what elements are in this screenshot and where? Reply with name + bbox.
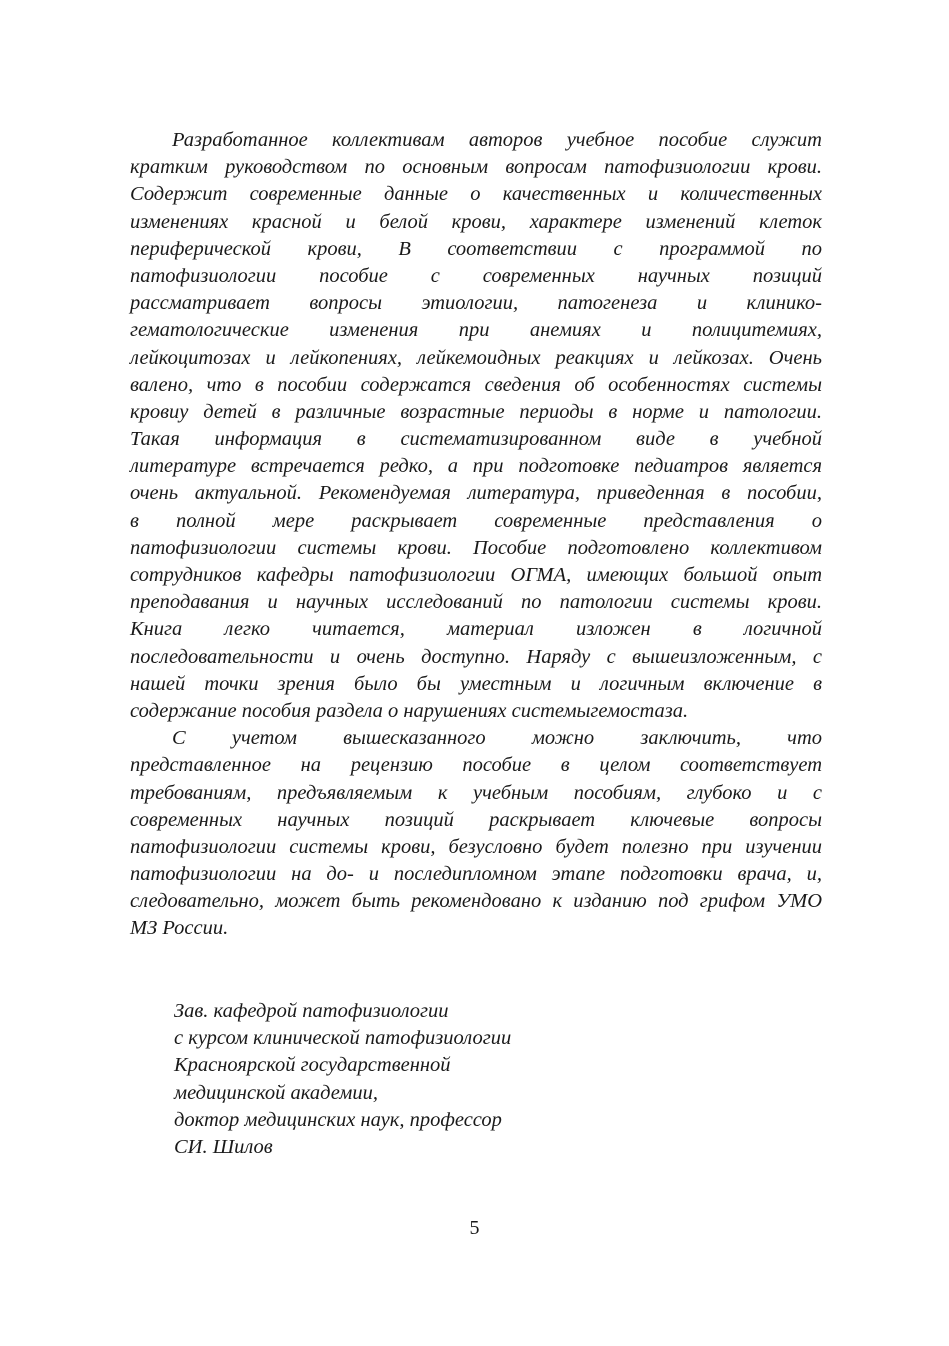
text-line: последовательности и очень доступно. Наряду с вышеизложенным, с bbox=[130, 645, 822, 668]
signature-name: СИ. Шилов bbox=[174, 1136, 273, 1159]
text-line: очень актуальной. Рекомендуемая литература, приведенная в пособии, bbox=[130, 482, 822, 505]
text-line: требованиям, предъявляемым к учебным пособиям, глубоко и с bbox=[130, 781, 822, 804]
text-line: Разработанное коллективам авторов учебное пособие служит bbox=[172, 129, 822, 151]
text-line: современных научных позиций раскрывает ключевые вопросы bbox=[130, 808, 822, 831]
text-line: периферической крови, В соответствии с программой по bbox=[130, 237, 822, 260]
signature-line: с курсом клинической патофизиологии bbox=[174, 1027, 512, 1050]
text-line: кровиу детей в различные возрастные периоды в норме и патологии. bbox=[130, 400, 822, 423]
text-line: кратким руководством по основным вопросам патофизиологии крови. bbox=[130, 156, 822, 179]
review-body bbox=[130, 127, 822, 943]
text-line: литературе встречается редко, а при подготовке педиатров является bbox=[130, 455, 822, 478]
text-line: валено, что в пособии содержатся сведения об особенностях системы bbox=[130, 373, 822, 396]
text-line: содержание пособия раздела о нарушениях системыгемостаза. bbox=[130, 699, 689, 722]
text-line: патофизиологии пособие с современных научных позиций bbox=[130, 264, 822, 287]
text-line: МЗ России. bbox=[130, 917, 229, 940]
text-line: рассматривает вопросы этиологии, патогенеза и клинико- bbox=[130, 292, 822, 315]
text-line: изменениях красной и белой крови, характере изменений клеток bbox=[130, 210, 822, 233]
signature-line: Зав. кафедрой патофизиологии bbox=[174, 1000, 449, 1022]
text-line: преподавания и научных исследований по патологии системы крови. bbox=[130, 591, 822, 614]
text-line: в полной мере раскрывает современные представления о bbox=[130, 509, 822, 532]
text-line: патофизиологии системы крови, безусловно будет полезно при изучении bbox=[130, 835, 822, 858]
text-line: сотрудников кафедры патофизиологии ОГМА, имеющих большой опыт bbox=[130, 564, 822, 586]
text-line: нашей точки зрения было бы уместным и логичным включение в bbox=[130, 672, 822, 695]
page-number: 5 bbox=[469, 1217, 480, 1239]
text-line: патофизиологии системы крови. Пособие подготовлено коллективом bbox=[130, 536, 822, 559]
text-line: С учетом вышесказанного можно заключить, что bbox=[172, 727, 822, 750]
signature-block bbox=[174, 998, 511, 1161]
text-line: гематологические изменения при анемиях и полицитемиях, bbox=[130, 319, 822, 342]
text-line: представленное на рецензию пособие в целом соответствует bbox=[130, 754, 822, 777]
text-line: патофизиологии на до- и последипломном этапе подготовки врача, и, bbox=[130, 863, 822, 886]
text-line: лейкоцитозах и лейкопениях, лейкемоидных реакциях и лейкозах. Очень bbox=[130, 346, 822, 369]
text-line: Такая информация в систематизированном виде в учебной bbox=[130, 428, 822, 451]
signature-line: доктор медицинских наук, профессор bbox=[174, 1108, 502, 1131]
signature-line: Красноярской государственной bbox=[174, 1054, 451, 1077]
text-line: Содержит современные данные о качественных и количественных bbox=[130, 183, 822, 206]
text-line: Книга легко читается, материал изложен в логичной bbox=[130, 618, 822, 641]
signature-line: медицинской академии, bbox=[174, 1081, 378, 1104]
text-line: следовательно, может быть рекомендовано к изданию под грифом УМО bbox=[130, 890, 822, 913]
